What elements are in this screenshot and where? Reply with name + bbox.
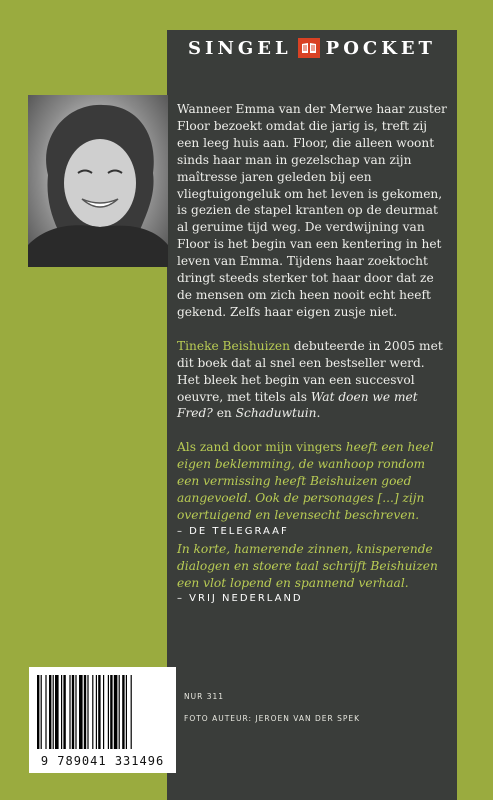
barcode-bar [61, 675, 62, 749]
author-bio-end: . [316, 406, 321, 421]
author-name: Tineke Beishuizen [177, 338, 290, 353]
summary-paragraph: Wanneer Emma van der Merwe haar zuster Floor bezoekt omdat die jarig is, treft zij een leeg huis aan. Floor, die alleen woont sinds haar man in gezelschap van zijn maîtresse jaren geleden bij een vliegtuigongeluk om het leven is gekomen, is gezien de stapel kranten op de deurmat al geruime tijd weg. De verdwijning van Floor is het begin van een kentering in het leven van Emma. Tijdens haar zoektocht dringt steeds sterker tot haar door dat ze de mensen om zich heen nooit echt heeft gekend. Zelfs haar eigen zusje niet. [177, 102, 447, 319]
barcode-bar [103, 675, 104, 749]
review-1-text: heeft een heel eigen beklemming, de wanhoop rondom een vermissing heeft Beishuizen goed aangevoeld. Ook de personages [...] zijn overtuigend en levensecht beschreven. [177, 440, 434, 522]
barcode-bar [63, 675, 65, 749]
review-2: In korte, hamerende zinnen, knisperende dialogen en stoere taal schrijft Beishuizen een vlot lopend en spannend verhaal. [177, 541, 438, 590]
barcode-bar [84, 675, 86, 749]
barcode-bar [45, 675, 46, 749]
barcode-bar [96, 675, 97, 749]
author-bio-conjunction: en [212, 406, 236, 421]
barcode [29, 667, 176, 773]
author-bio-paragraph [177, 338, 447, 423]
nur-code: NUR 311 [184, 692, 225, 701]
barcode-bar [41, 675, 42, 749]
brand-left: SINGEL [188, 37, 292, 59]
barcode-bar [126, 675, 127, 749]
barcode-bar [53, 675, 54, 749]
book-title-2: Schaduwtuin [235, 406, 317, 421]
barcode-bar [119, 675, 120, 749]
author-bio-text: debuteerde in 2005 met dit boek dat al snel een bestseller werd. Het bleek het begin van een succesvol oeuvre, met titels als [177, 338, 443, 404]
barcode-bar [122, 675, 124, 749]
review-2-source: – VRIJ NEDERLAND [177, 593, 303, 605]
barcode-bars [37, 675, 168, 749]
review-1 [177, 439, 447, 524]
barcode-bar [131, 675, 132, 749]
photo-credit: FOTO AUTEUR: JEROEN VAN DER SPEK [184, 714, 361, 723]
back-cover-text [177, 101, 447, 608]
review-1-book-title: Als zand door mijn vingers [177, 440, 342, 455]
barcode-bar [55, 675, 59, 749]
book-title-1: Wat doen we met Fred? [177, 389, 418, 421]
author-photo [28, 95, 168, 267]
publisher-brand [167, 30, 457, 66]
barcode-bar [49, 675, 51, 749]
barcode-bar [87, 675, 88, 749]
barcode-bar [114, 675, 118, 749]
barcode-bar [69, 675, 70, 749]
review-1-source: – DE TELEGRAAF [177, 525, 289, 537]
barcode-bar [92, 675, 93, 749]
barcode-bar [37, 675, 39, 749]
barcode-bar [98, 675, 100, 749]
barcode-bar [79, 675, 83, 749]
barcode-bar [72, 675, 74, 749]
isbn-number: 9 789041 331496 [40, 754, 165, 768]
barcode-bar [75, 675, 76, 749]
barcode-bar [110, 675, 112, 749]
barcode-bar [108, 675, 109, 749]
book-logo-icon [298, 38, 320, 58]
brand-right: POCKET [325, 37, 436, 59]
